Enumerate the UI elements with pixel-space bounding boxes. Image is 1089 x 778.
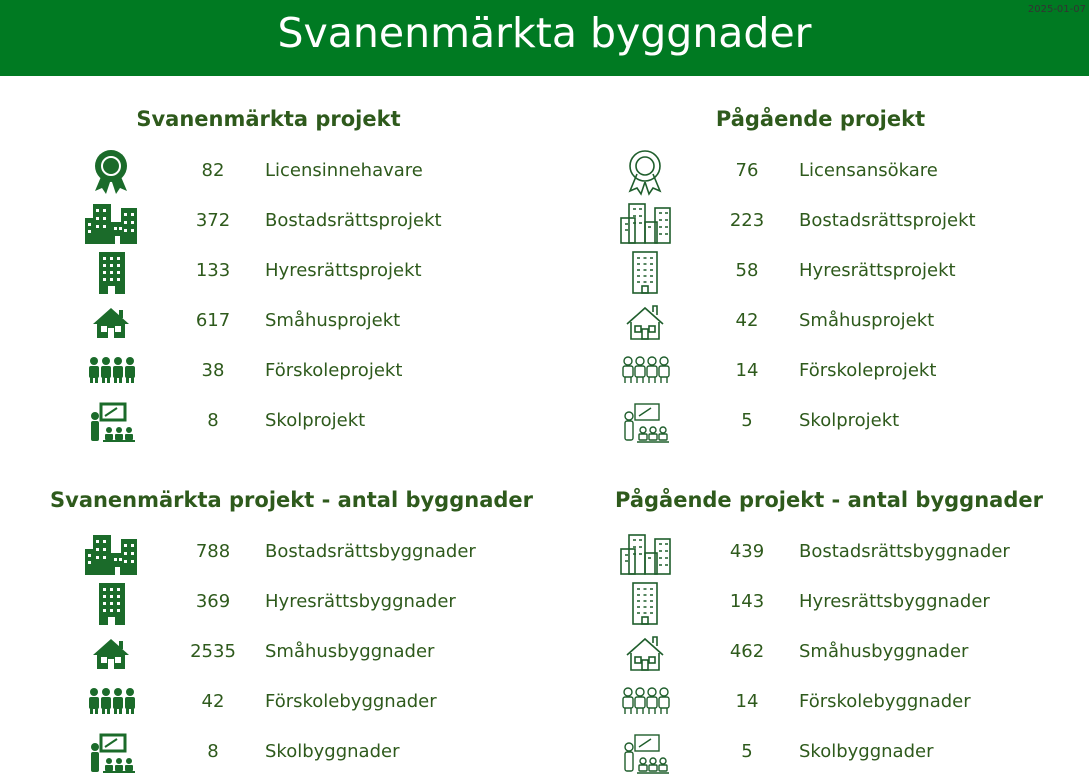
- stat-row: [615, 577, 1089, 627]
- tower-building-icon: [615, 577, 675, 627]
- stat-label: Förskoleprojekt: [799, 360, 937, 381]
- house-icon: [615, 627, 675, 677]
- stat-value: 617: [195, 310, 231, 331]
- section-title: Pågående projekt - antal byggnader: [615, 488, 1043, 512]
- section-title: Pågående projekt: [715, 107, 926, 131]
- stat-value: 439: [729, 541, 765, 562]
- stat-value: 462: [729, 641, 765, 662]
- stat-row: [615, 727, 1089, 777]
- stat-value: 38: [201, 360, 225, 381]
- stat-value: 8: [207, 741, 219, 762]
- stat-value: 2535: [190, 641, 236, 662]
- stat-row: [81, 677, 601, 727]
- stat-value: 14: [735, 691, 759, 712]
- stat-row: [81, 527, 601, 577]
- teacher-classroom-icon: [81, 727, 141, 777]
- stat-row: [81, 727, 601, 777]
- stat-label: Licensinnehavare: [265, 160, 423, 181]
- stat-label: Licensansökare: [799, 160, 938, 181]
- stat-value: 8: [207, 410, 219, 431]
- stat-label: Bostadsrättsprojekt: [799, 210, 976, 231]
- date-stamp: 2025-01-07: [1027, 4, 1086, 15]
- stat-row: [81, 627, 601, 677]
- stat-value: 5: [741, 741, 753, 762]
- stat-label: Småhusbyggnader: [265, 641, 435, 662]
- stat-value: 76: [735, 160, 759, 181]
- group-of-people-icon: [81, 677, 141, 727]
- stat-row: [615, 677, 1089, 727]
- section-ongoing-buildings: [615, 0, 1089, 778]
- stat-label: Hyresrättsprojekt: [265, 260, 422, 281]
- stat-label: Hyresrättsbyggnader: [799, 591, 990, 612]
- stat-value: 82: [201, 160, 225, 181]
- stat-value: 372: [195, 210, 231, 231]
- stat-value: 223: [729, 210, 765, 231]
- section-certified-buildings: [50, 0, 601, 778]
- stat-label: Småhusprojekt: [265, 310, 401, 331]
- stat-label: Skolprojekt: [265, 410, 366, 431]
- stat-value: 369: [195, 591, 231, 612]
- tower-building-icon: [81, 577, 141, 627]
- stat-label: Skolbyggnader: [265, 741, 400, 762]
- stat-label: Skolbyggnader: [799, 741, 934, 762]
- apartment-buildings-icon: [81, 527, 141, 577]
- stat-value: 788: [195, 541, 231, 562]
- house-icon: [81, 627, 141, 677]
- stat-value: 42: [201, 691, 225, 712]
- stat-row: [615, 627, 1089, 677]
- section-title: Svanenmärkta projekt - antal byggnader: [50, 488, 533, 512]
- stat-row: [615, 527, 1089, 577]
- stat-label: Bostadsrättsbyggnader: [265, 541, 476, 562]
- teacher-classroom-icon: [615, 727, 675, 777]
- stat-value: 58: [735, 260, 759, 281]
- stat-label: Småhusbyggnader: [799, 641, 969, 662]
- stat-label: Småhusprojekt: [799, 310, 935, 331]
- stat-label: Hyresrättsbyggnader: [265, 591, 456, 612]
- section-title: Svanenmärkta projekt: [136, 107, 401, 131]
- stat-label: Hyresrättsprojekt: [799, 260, 956, 281]
- stat-label: Skolprojekt: [799, 410, 900, 431]
- group-of-people-icon: [615, 677, 675, 727]
- stat-label: Bostadsrättsbyggnader: [799, 541, 1010, 562]
- stat-value: 133: [195, 260, 231, 281]
- stat-label: Förskolebyggnader: [799, 691, 971, 712]
- stat-value: 143: [729, 591, 765, 612]
- stat-label: Förskoleprojekt: [265, 360, 403, 381]
- stat-value: 5: [741, 410, 753, 431]
- stat-label: Förskolebyggnader: [265, 691, 437, 712]
- stat-value: 42: [735, 310, 759, 331]
- stat-row: [81, 577, 601, 627]
- page-title: Svanenmärkta byggnader: [277, 9, 812, 57]
- stat-value: 14: [735, 360, 759, 381]
- apartment-buildings-icon: [615, 527, 675, 577]
- stat-label: Bostadsrättsprojekt: [265, 210, 442, 231]
